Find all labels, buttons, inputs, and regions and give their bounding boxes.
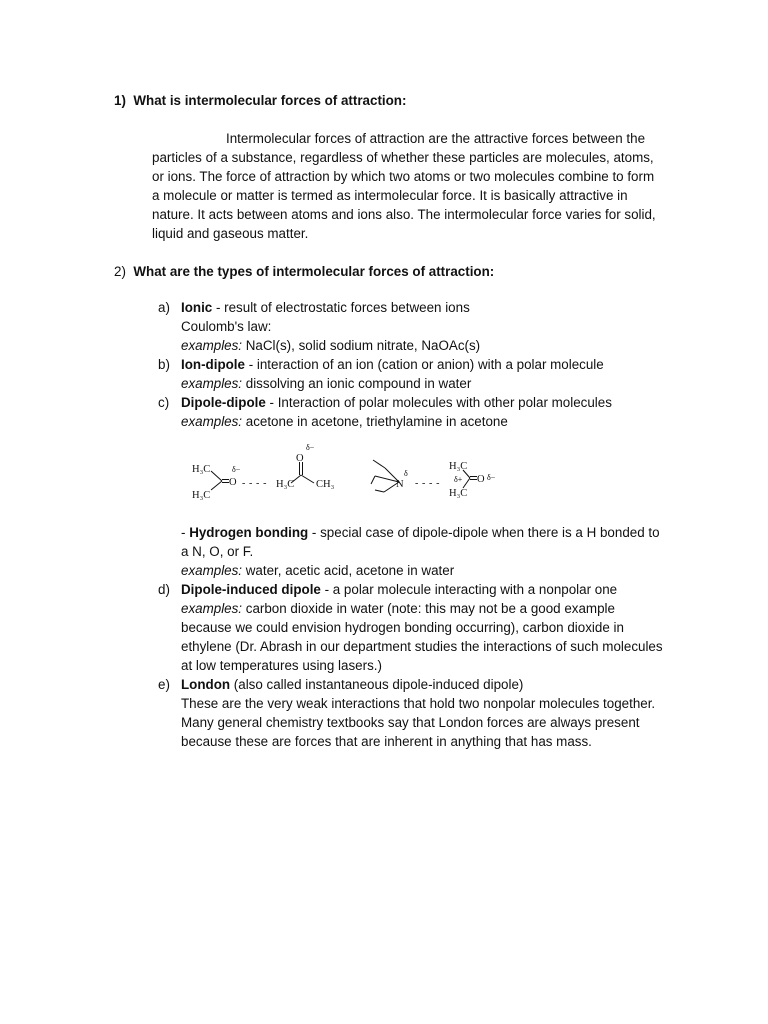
item-a-name: Ionic — [181, 300, 213, 315]
examples-label: examples: — [181, 376, 243, 391]
interaction-dashes: - - - - — [415, 478, 441, 489]
item-a-examples-text: NaCl(s), solid sodium nitrate, NaOAc(s) — [242, 338, 481, 353]
bond — [211, 471, 222, 481]
delta-label: δ — [404, 469, 408, 478]
examples-label: examples: — [181, 601, 243, 616]
interaction-dashes: - - - - — [242, 478, 268, 489]
item-d-line-4: ethylene (Dr. Abrash in our department studies the interactions of such molecules — [181, 639, 663, 654]
item-e-line-2: These are the very weak interactions that hold two nonpolar molecules together. — [181, 696, 656, 711]
item-b-line — [181, 355, 604, 374]
ethyl-bond — [373, 460, 385, 468]
ethyl-bond — [371, 476, 375, 484]
bond — [301, 475, 314, 483]
methyl-label: H₃C — [276, 479, 295, 490]
q1-para-line-5: nature. It acts between atoms and ions also. The intermolecular force varies for solid, — [152, 207, 656, 222]
delta-minus-label: δ− — [232, 465, 241, 474]
examples-label: examples: — [181, 563, 243, 578]
methyl-label: H₃C — [449, 488, 468, 499]
item-d-line-3: because we could envision hydrogen bonding occurring), carbon dioxide in — [181, 620, 624, 635]
q1-para-line-2: particles of a substance, regardless of whether these particles are molecules, atoms, — [152, 150, 654, 165]
item-e-line — [181, 675, 523, 694]
delta-minus-label: δ− — [487, 473, 496, 482]
hydrogen-bonding-line-2: a N, O, or F. — [181, 544, 254, 559]
hydrogen-bonding-line — [181, 523, 660, 542]
dipole-dipole-structures-figure — [188, 438, 518, 510]
item-c-marker: c) — [158, 395, 170, 410]
item-e-marker: e) — [158, 677, 170, 692]
item-b-name: Ion-dipole — [181, 357, 245, 372]
question-2-number: 2) — [114, 264, 126, 279]
examples-label: examples: — [181, 414, 243, 429]
methyl-label: CH₃ — [316, 479, 335, 490]
ethyl-bond — [375, 490, 384, 492]
q1-para-line-4: a molecule or matter is termed as intermolecular force. It is basically attractive in — [152, 188, 628, 203]
item-b-examples — [181, 374, 471, 393]
oxygen-label: O — [296, 453, 304, 464]
methyl-label: H₃C — [449, 461, 468, 472]
item-b-marker: b) — [158, 357, 170, 372]
item-c-desc: - Interaction of polar molecules with other polar molecules — [265, 395, 612, 410]
nitrogen-label: N — [396, 479, 404, 490]
item-e-name: London — [181, 677, 231, 692]
item-d-line-5: at low temperatures using lasers.) — [181, 658, 382, 673]
methyl-label: H₃C — [192, 464, 211, 475]
item-d-examples-text: carbon dioxide in water (note: this may not be a good example — [242, 601, 615, 616]
item-d-line — [181, 580, 617, 599]
question-1-heading — [114, 91, 406, 110]
item-a-marker: a) — [158, 300, 170, 315]
hydrogen-bonding-name: Hydrogen bonding — [189, 525, 309, 540]
methyl-label: H₃C — [192, 490, 211, 501]
q1-para-line-3: or ions. The force of attraction by which two atoms or two molecules combine to form — [152, 169, 655, 184]
item-c-examples-text: acetone in acetone, triethylamine in acetone — [242, 414, 508, 429]
delta-plus-label: δ+ — [454, 475, 463, 484]
question-2-heading — [114, 262, 494, 281]
item-a-line — [181, 298, 470, 317]
item-d-name: Dipole-induced dipole — [181, 582, 321, 597]
item-a-examples — [181, 336, 480, 355]
hydrogen-bonding-examples-text: water, acetic acid, acetone in water — [242, 563, 455, 578]
item-b-examples-text: dissolving an ionic compound in water — [242, 376, 472, 391]
item-c-line — [181, 393, 612, 412]
hydrogen-bonding-examples — [181, 561, 454, 580]
question-1-number: 1) — [114, 93, 126, 108]
item-c-name: Dipole-dipole — [181, 395, 266, 410]
item-c-examples — [181, 412, 508, 431]
question-2-title: What are the types of intermolecular forces of attraction: — [133, 264, 495, 279]
oxygen-label: O — [477, 474, 485, 485]
item-d-examples — [181, 599, 615, 618]
hydrogen-bonding-desc: - special case of dipole-dipole when there is a H bonded to — [308, 525, 660, 540]
q1-para-line-1: Intermolecular forces of attraction are the attractive forces between the — [226, 131, 646, 146]
item-e-line-3: Many general chemistry textbooks say that London forces are always present — [181, 715, 640, 730]
hydrogen-bonding-prefix: - — [181, 525, 190, 540]
bond — [463, 478, 470, 488]
q1-para-line-6: liquid and gaseous matter. — [152, 226, 309, 241]
oxygen-label: O — [229, 477, 237, 488]
examples-label: examples: — [181, 338, 243, 353]
item-a-line-2: Coulomb's law: — [181, 319, 272, 334]
item-b-desc: - interaction of an ion (cation or anion) with a polar molecule — [244, 357, 604, 372]
item-e-line-4: because these are forces that are inherent in anything that has mass. — [181, 734, 592, 749]
question-1-title: What is intermolecular forces of attraction: — [133, 93, 407, 108]
item-d-desc: - a polar molecule interacting with a nonpolar one — [320, 582, 618, 597]
item-d-marker: d) — [158, 582, 170, 597]
item-e-desc: (also called instantaneous dipole-induced dipole) — [230, 677, 524, 692]
item-a-desc: - result of electrostatic forces between ions — [212, 300, 470, 315]
delta-minus-label: δ− — [306, 443, 315, 452]
bond — [211, 481, 222, 490]
